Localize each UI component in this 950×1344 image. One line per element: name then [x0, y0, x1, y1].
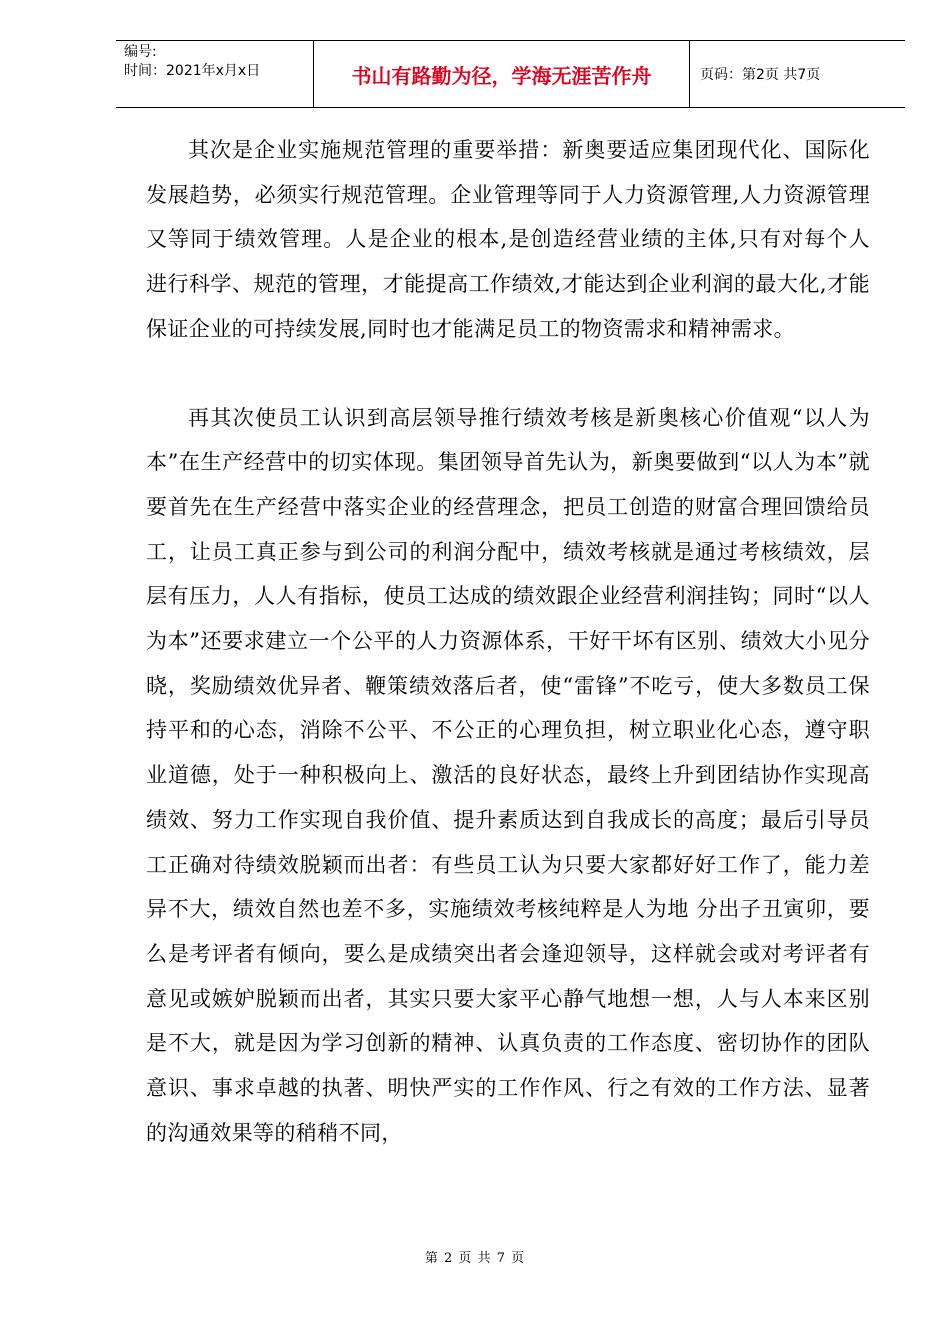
header-page-indicator: 页码：第2页 共7页: [700, 67, 821, 83]
paragraph-1: 其次是企业实施规范管理的重要举措：新奥要适应集团现代化、国际化发展趋势，必须实行规范管理。企业管理等同于人力资源管理,人力资源管理又等同于绩效管理。人是企业的根本,是创造经营业绩的主体,只有对每个人 进行科学、规范的管理，才能提高工作绩效,才能达到企业利润的最大化,才能保证企业的可持续发展,同时也才能满足员工的物资需求和精神需求。: [146, 138, 870, 341]
header-motto: 书山有路勤为径，学海无涯苦作舟: [314, 41, 690, 107]
time-label: 时间：2021年x月x日: [124, 63, 261, 79]
header-meta: [116, 41, 314, 107]
paragraph-2: 再其次使员工认识到高层领导推行绩效考核是新奥核心价值观“以人为本”在生产经营中的切实体现。集团领导首先认为，新奥要做到“以人为本”就要首先在生产经营中落实企业的经营理念，把员工创造的财富合理回馈给员工，让员工真正参与到公司的利润分配中，绩效考核就是通过考核绩效，层层有压力，人人有指标，使员工达成的绩效跟企业经营利润挂钩；同时“以人为本”还要求建立一个公平的人力资源体系，干好干坏有区别、绩效大小见分晓，奖励绩效优异者、鞭策绩效落后者，使“雷锋”不吃亏，使大多数员工保持平和的心态，消除不公平、不公正的心理负担，树立职业化心态，遵守职业道德，处于一种积极向上、激活的良好状态，最终上升到团结协作实现高绩效、努力工作实现自我价值、提升素质达到自我成长的高度；最后引导员工正确对待绩效脱颖而出者：有些员工认为只要大家都好好工作了，能力差异不大，绩效自然也差不多，实施绩效考核纯粹是人为地 分出子丑寅卯，要么是考评者有倾向，要么是成绩突出者会逢迎领导，这样就会或对考评者有意见或嫉妒脱颖而出者，其实只要大家平心静气地想一想，人与人本来区别是不大，就是因为学习创新的精神、认真负责的工作态度、密切协作的团队意识、事求卓越的执著、明快严实的工作作风、行之有效的工作方法、显著的沟通效果等的稍稍不同，: [146, 405, 870, 1145]
document-body: [146, 128, 870, 1155]
document-header: [116, 40, 905, 108]
page-footer: 第 2 页 共 7 页: [424, 1251, 526, 1266]
number-label: 编号:: [124, 44, 157, 60]
